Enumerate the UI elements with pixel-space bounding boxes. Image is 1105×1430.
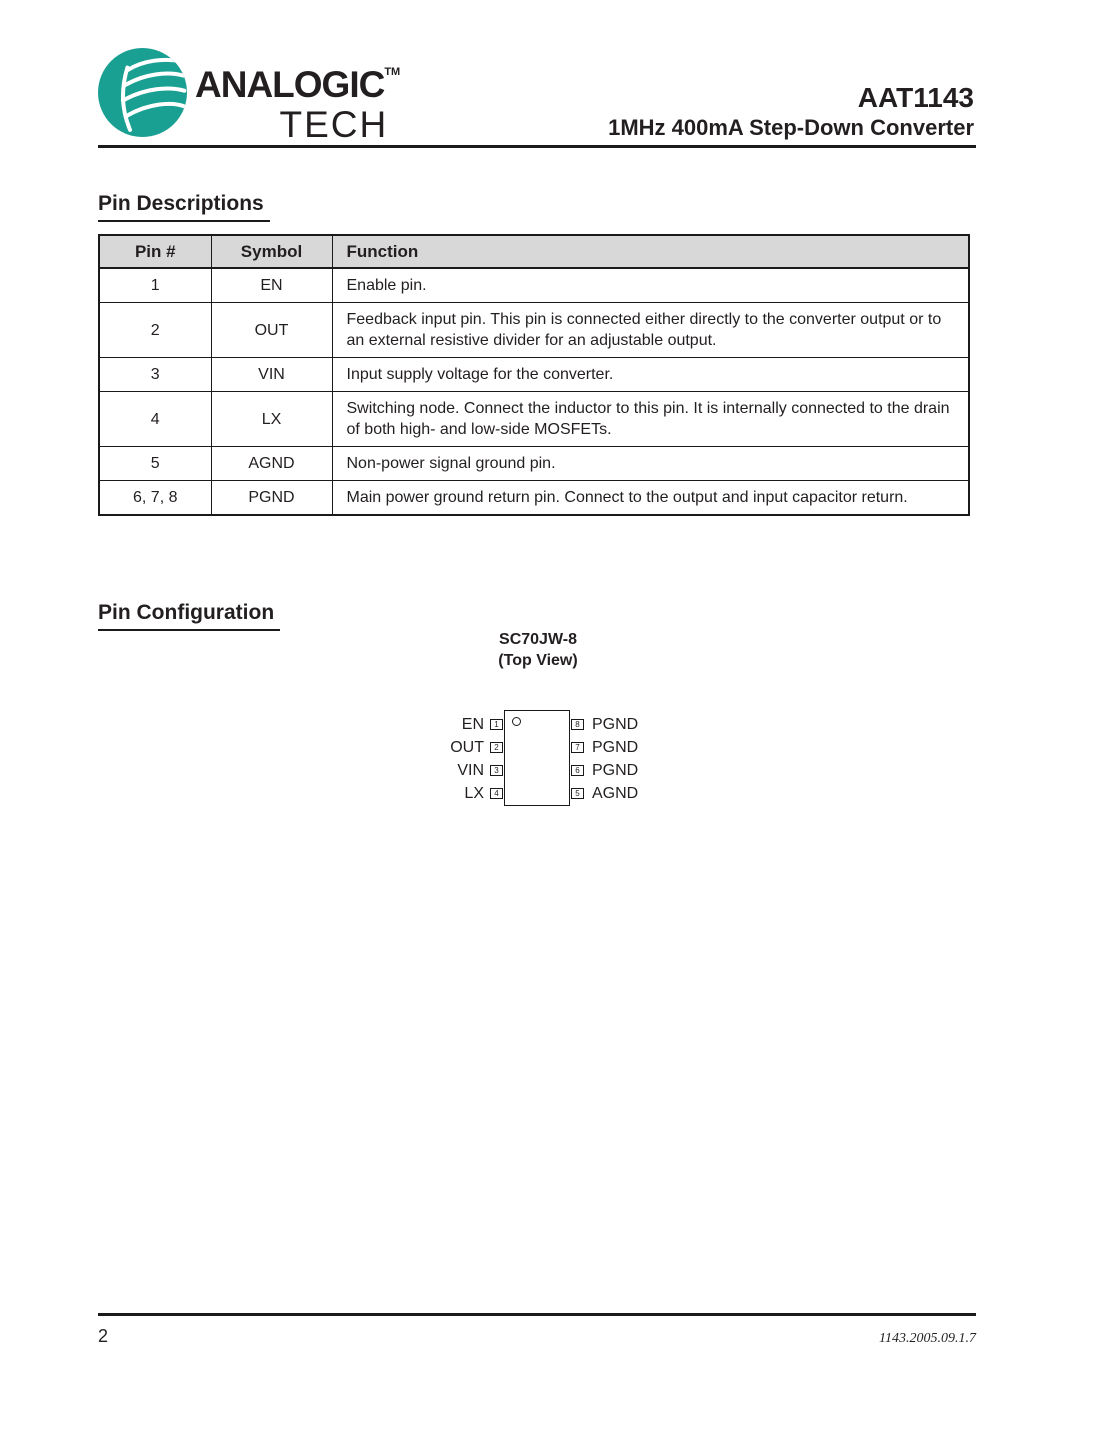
brand-name <box>195 52 400 145</box>
pin-label-agnd-5: AGND <box>592 785 639 802</box>
document-revision-code: 1143.2005.09.1.7 <box>879 1331 976 1346</box>
pin-number-cell: 2 <box>99 303 211 358</box>
table-row <box>99 358 969 392</box>
pin-configuration-diagram <box>420 703 720 815</box>
brand-tech-text: TECH <box>279 104 389 145</box>
pin-symbol-cell: LX <box>211 392 332 447</box>
table-row <box>99 481 969 516</box>
package-name: SC70JW-8 <box>499 631 577 648</box>
table-row <box>99 447 969 481</box>
column-header-symbol: Symbol <box>211 235 332 268</box>
pin-function-cell: Non-power signal ground pin. <box>332 447 969 481</box>
pin-descriptions-table <box>98 234 970 516</box>
package-title <box>438 629 638 671</box>
pin-number-cell: 6, 7, 8 <box>99 481 211 516</box>
pin-symbol-cell: OUT <box>211 303 332 358</box>
pin-label-pgnd-8: PGND <box>592 716 639 733</box>
pin-symbol-cell: EN <box>211 268 332 303</box>
page-footer <box>98 1326 976 1347</box>
ic-package-body <box>504 710 570 806</box>
pin-number-cell: 5 <box>99 447 211 481</box>
table-header-row <box>99 235 969 268</box>
pin-label-vin: VIN <box>457 762 484 779</box>
pin-box-7: 7 <box>571 742 584 753</box>
footer-rule <box>98 1313 976 1316</box>
header-rule <box>98 145 976 148</box>
table-row <box>99 303 969 358</box>
trademark-symbol: TM <box>384 66 401 78</box>
pin-function-cell: Input supply voltage for the converter. <box>332 358 969 392</box>
table-row <box>99 268 969 303</box>
brand-analogic-text: ANALOGIC <box>195 64 385 105</box>
pin-symbol-cell: AGND <box>211 447 332 481</box>
pin-number-cell: 1 <box>99 268 211 303</box>
part-number: AAT1143 <box>857 82 974 113</box>
pin-function-cell: Switching node. Connect the inductor to this pin. It is internally connected to the drain of both high- and low-side MOSFETs. <box>332 392 969 447</box>
pin-label-pgnd-7: PGND <box>592 739 639 756</box>
pin-box-6: 6 <box>571 765 584 776</box>
pin-box-1: 1 <box>490 719 503 730</box>
pin-number-cell: 4 <box>99 392 211 447</box>
pin-box-4: 4 <box>490 788 503 799</box>
column-header-pin: Pin # <box>99 235 211 268</box>
column-header-function: Function <box>332 235 969 268</box>
pin-descriptions-heading: Pin Descriptions <box>98 192 270 222</box>
pin-function-cell: Enable pin. <box>332 268 969 303</box>
pin-box-5: 5 <box>571 788 584 799</box>
pin-label-pgnd-6: PGND <box>592 762 639 779</box>
pin-function-cell: Main power ground return pin. Connect to the output and input capacitor return. <box>332 481 969 516</box>
pin-number-cell: 3 <box>99 358 211 392</box>
page-header <box>98 48 974 144</box>
package-view: (Top View) <box>498 652 578 669</box>
pin-symbol-cell: PGND <box>211 481 332 516</box>
brand-line1 <box>195 52 400 105</box>
pin-label-out: OUT <box>450 739 484 756</box>
pin-box-8: 8 <box>571 719 584 730</box>
pin-box-2: 2 <box>490 742 503 753</box>
analogictech-logo-icon <box>98 48 187 137</box>
company-logo <box>98 48 400 145</box>
pin-box-3: 3 <box>490 765 503 776</box>
page-number: 2 <box>98 1326 109 1346</box>
pin-label-en: EN <box>461 716 484 733</box>
pin-symbol-cell: VIN <box>211 358 332 392</box>
document-title-block <box>608 82 974 141</box>
document-subtitle: 1MHz 400mA Step-Down Converter <box>608 115 974 140</box>
table-row <box>99 392 969 447</box>
pin1-indicator-dot <box>512 717 521 726</box>
pin-configuration-heading: Pin Configuration <box>98 601 280 631</box>
pin-function-cell: Feedback input pin. This pin is connected either directly to the converter output or to an external resistive divider for an adjustable output. <box>332 303 969 358</box>
pin-label-lx: LX <box>464 785 484 802</box>
